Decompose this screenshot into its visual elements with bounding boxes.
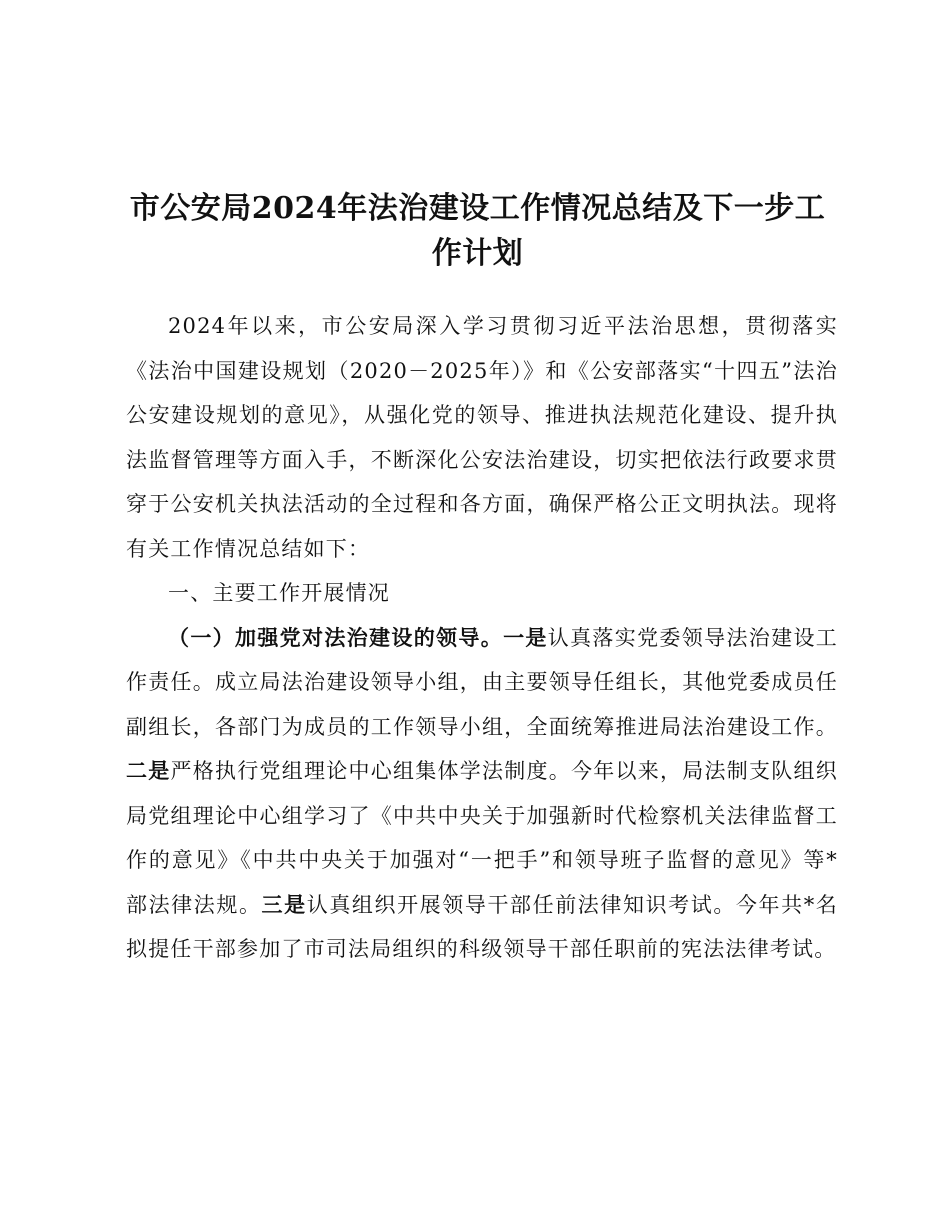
document-title: 市公安局2024年法治建设工作情况总结及下一步工作计划: [129, 191, 826, 271]
item-label-first: 一是: [503, 624, 548, 650]
subsection-heading: （一）加强党对法治建设的领导。: [168, 624, 504, 650]
item-label-second: 二是: [126, 758, 171, 783]
document-body: [126, 304, 838, 972]
subsection-paragraph-party-leadership: [126, 616, 838, 972]
item-text-second: 严格执行党组理论中心组集体学法制度。今年以来，局法制支队组织局党组理论中心组学习了《中共中央关于加强新时代检察机关法律监督工作的意见》《中共中央关于加强对“一把手”和领导班子监督的意见》等*部法律法规。: [126, 759, 839, 917]
item-text-third: 认真组织开展领导干部任前法律知识考试。今年共*名拟提任干部参加了市司法局组织的科级领导干部任职前的宪法法律考试。: [126, 892, 838, 961]
item-text-first: 认真落实党委领导法治建设工作责任。成立局法治建设领导小组，由主要领导任组长，其他党委成员任副组长，各部门为成员的工作领导小组，全面统筹推进局法治建设工作。: [126, 625, 838, 739]
item-label-third: 三是: [261, 891, 307, 917]
section-heading-main-work: 一、主要工作开展情况: [168, 581, 390, 605]
intro-paragraph: 2024年以来，市公安局深入学习贯彻习近平法治思想，贯彻落实《法治中国建设规划（2020－2025年）》和《公安部落实“十四五”法治公安建设规划的意见》，从强化党的领导、推进执法规范化建设、提升执法监督管理等方面入手，不断深化公安法治建设，切实把依法行政要求贯穿于公安机关执法活动的全过程和各方面，确保严格公正文明执法。现将有关工作情况总结如下：: [126, 314, 838, 561]
